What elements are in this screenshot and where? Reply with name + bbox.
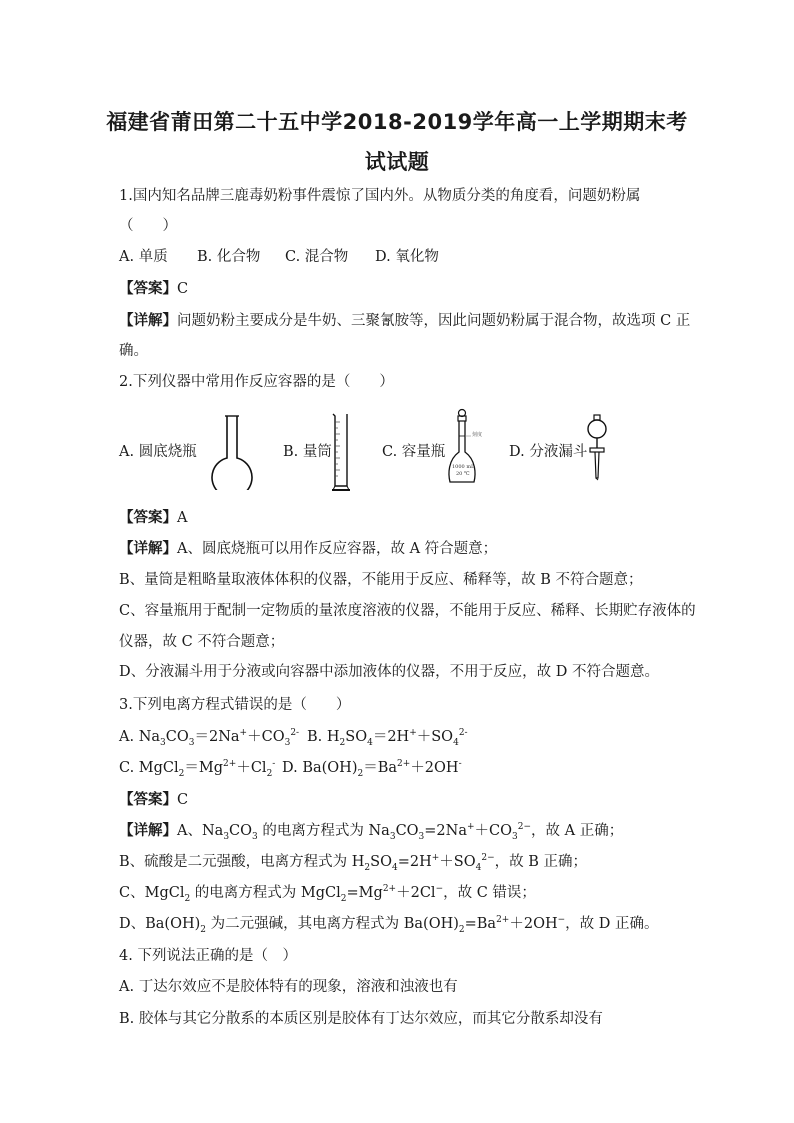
q4-option-a: A. 丁达尔效应不是胶体特有的现象，溶液和浊液也有 — [119, 979, 458, 995]
q4-stem: 4. 下列说法正确的是（ ） — [119, 948, 297, 964]
q1-option-d: D. 氧化物 — [375, 249, 439, 265]
q3-option-c: C. $MgCl_2=Mg^{2+}+Cl_2^-$ — [119, 759, 276, 779]
q1-answer — [119, 279, 188, 299]
q2-detail-line-c2: 仪器，故 C 不符合题意； — [119, 634, 285, 650]
q3-answer — [119, 790, 188, 810]
q3-detail-line-c: C、MgCl$_2$ 的电离方程式为 $MgCl_2=Mg^{2+}+2Cl^-$，故 C 错误； — [119, 884, 536, 904]
separatory-funnel-diagram — [584, 414, 610, 488]
graduated-cylinder-diagram — [330, 412, 352, 494]
volumetric-flask-volume-label: 1000 mL — [452, 464, 475, 470]
q2-detail-text-a: A、圆底烧瓶可以用作反应容器，故 A 符合题意； — [177, 541, 498, 557]
q2-detail-line-b: B、量筒是粗略量取液体体积的仪器，不能用于反应、稀释等，故 B 不符合题意； — [119, 572, 643, 588]
q3-option-d: D. $Ba(OH)_2=Ba^{2+}+2OH^-$ — [282, 759, 462, 779]
q3-option-a: A. $Na_3CO_3=2Na^++CO_3^{2-}$ — [119, 728, 300, 748]
q1-options — [119, 247, 439, 267]
q2-option-d: D. 分液漏斗 — [509, 444, 588, 460]
q3-detail-line-a — [119, 821, 623, 841]
q3-options-row-1 — [119, 727, 468, 747]
detail-label: 【详解】 — [119, 540, 177, 557]
volumetric-flask-temp-label: 20 ℃ — [456, 471, 470, 477]
q3-options-row-2 — [119, 758, 462, 778]
q3-option-b: B. $H_2SO_4=2H^++SO_4^{2-}$ — [307, 728, 468, 748]
q1-stem: 1.国内知名品牌三鹿毒奶粉事件震惊了国内外。从物质分类的角度看，问题奶粉属 — [119, 188, 641, 204]
detail-label: 【详解】 — [119, 822, 177, 839]
q2-answer-value: A — [177, 510, 188, 526]
q2-detail-line-d: D、分液漏斗用于分液或向容器中添加液体的仪器，不用于反应，故 D 不符合题意。 — [119, 664, 659, 680]
q1-detail-line-1 — [119, 311, 690, 331]
document-title-line-2: 试试题 — [364, 150, 430, 174]
q4-option-b: B. 胶体与其它分散系的本质区别是胶体有丁达尔效应，而其它分散系却没有 — [119, 1011, 603, 1027]
q1-answer-value: C — [177, 281, 189, 297]
q2-detail-line-c1: C、容量瓶用于配制一定物质的量浓度溶液的仪器，不能用于反应、稀释、长期贮存液体的 — [119, 603, 696, 619]
volumetric-flask-diagram — [446, 408, 494, 492]
q3-detail-text-a: A、$Na_3CO_3$ 的电离方程式为 $Na_3CO_3=2Na^++CO_3^{2-}$，故 A 正确； — [177, 822, 624, 842]
volumetric-flask-mark-label: 刻度 — [472, 432, 483, 438]
answer-label: 【答案】 — [119, 280, 177, 297]
q1-option-b: B. 化合物 — [197, 249, 261, 265]
document-title-line-1: 福建省莆田第二十五中学2018-2019学年高一上学期期末考 — [106, 110, 688, 134]
detail-label: 【详解】 — [119, 312, 177, 329]
q2-stem: 2.下列仪器中常用作反应容器的是（ ） — [119, 374, 394, 390]
q1-detail-text-1: 问题奶粉主要成分是牛奶、三聚氰胺等，因此问题奶粉属于混合物，故选项 C 正 — [177, 313, 691, 329]
q2-option-b: B. 量筒 — [283, 444, 332, 460]
q2-option-c: C. 容量瓶 — [382, 444, 446, 460]
q3-detail-line-b: B、硫酸是二元强酸，电离方程式为 $H_2SO_4=2H^++SO_4^{2-}$，故 B 正确； — [119, 853, 588, 873]
q3-detail-line-d: D、$Ba(OH)_2$ 为二元强碱，其电离方程式为 $Ba(OH)_2=Ba^{2+}+2OH^-$，故 D 正确。 — [119, 915, 659, 935]
q3-answer-value: C — [177, 792, 189, 808]
q1-detail-line-2: 确。 — [119, 343, 148, 359]
q2-option-a: A. 圆底烧瓶 — [119, 444, 197, 460]
q1-option-c: C. 混合物 — [285, 249, 349, 265]
answer-label: 【答案】 — [119, 791, 177, 808]
q3-stem: 3.下列电离方程式错误的是（ ） — [119, 697, 351, 713]
q2-detail-line-a — [119, 539, 497, 559]
q1-option-a: A. 单质 — [119, 249, 168, 265]
q1-paren: （ ） — [119, 218, 177, 234]
q2-answer — [119, 508, 187, 528]
round-bottom-flask-diagram — [206, 414, 258, 490]
answer-label: 【答案】 — [119, 509, 177, 526]
